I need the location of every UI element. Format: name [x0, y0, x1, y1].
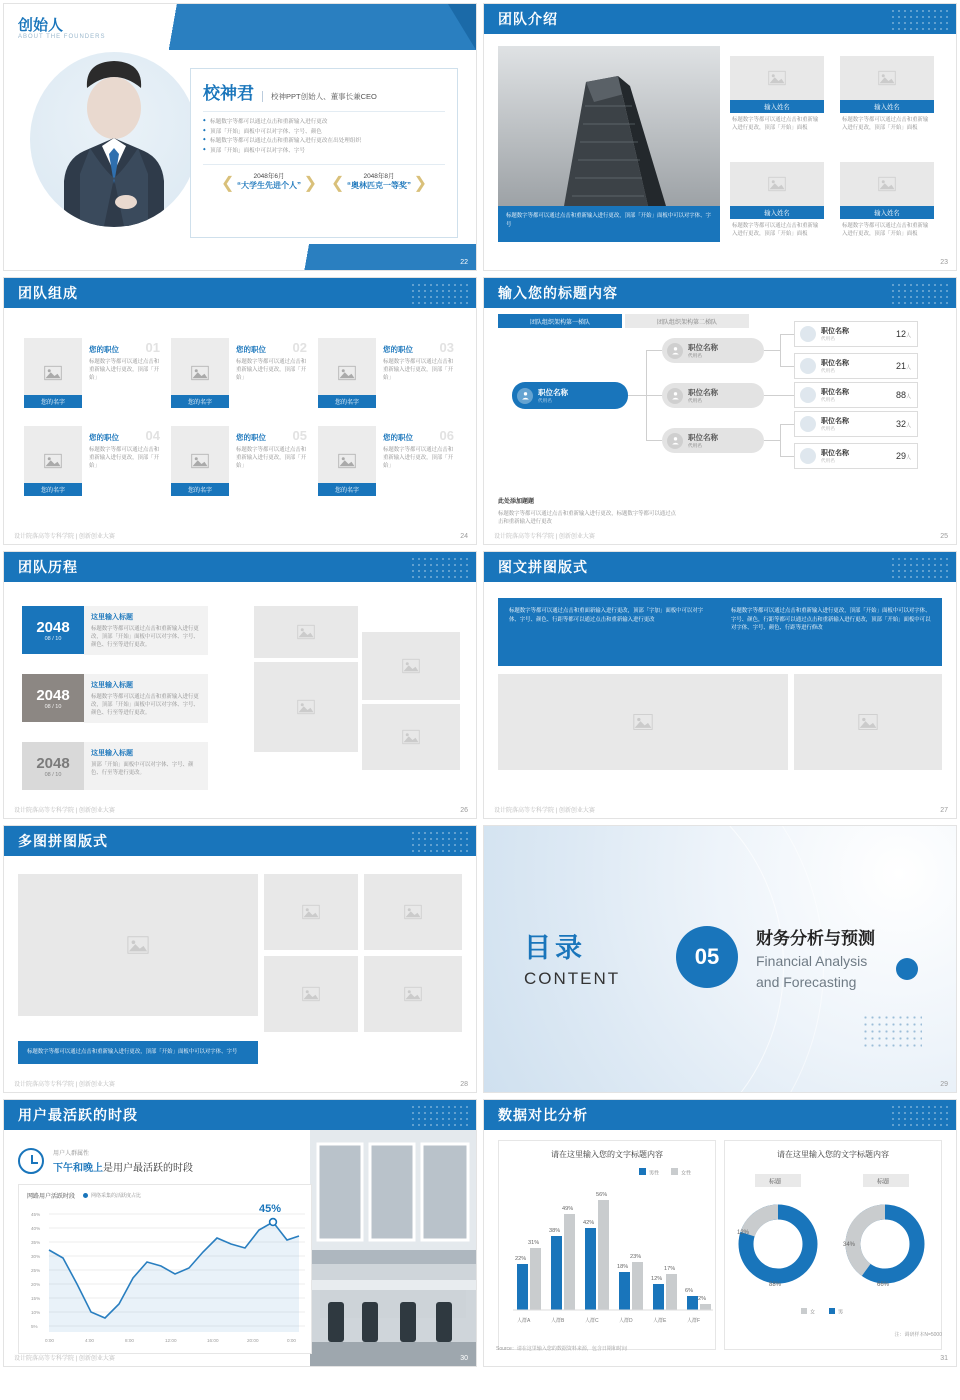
timeline-year: 2048 — [36, 686, 70, 704]
photo-placeholder — [254, 662, 358, 752]
page-title: 团队组成 — [18, 285, 78, 301]
office-photo — [310, 1130, 476, 1367]
slide-data-comparison — [483, 1099, 957, 1367]
timeline-desc: 顶部「开始」面板中可以对字体、字号、颜色、行至等进行更改。 — [91, 762, 194, 777]
member-position: 您的职位 — [383, 345, 413, 354]
photo-placeholder — [264, 956, 358, 1032]
org-note — [498, 490, 678, 526]
timeline-day: 08 / 10 — [44, 635, 62, 642]
svg-text:8:00: 8:00 — [125, 1338, 134, 1343]
content-label — [524, 926, 620, 989]
slide-header — [4, 552, 476, 582]
timeline-head: 这里输入标题 — [91, 682, 133, 689]
svg-text:12%: 12% — [651, 1276, 663, 1282]
page-title: 图文拼图版式 — [498, 559, 588, 575]
cell-number: 03 — [439, 340, 454, 355]
member-photo — [840, 56, 934, 100]
leaf-sub: 代用名 — [821, 397, 835, 402]
slide-footer: 设计院落高等专科学院 | 创新创业大赛 — [14, 1356, 115, 1362]
member-desc: 标题数字等都可以通过点击和重新输入进行更改，顶部「开始」 — [383, 447, 454, 470]
photo-placeholder — [362, 704, 460, 770]
member-name[interactable]: 您的名字 — [318, 483, 376, 496]
timeline-text — [84, 674, 208, 723]
member-name[interactable]: 您的名字 — [24, 483, 82, 496]
page-subtitle: ABOUT THE FOUNDERS — [18, 34, 106, 40]
slide-active-hours — [3, 1099, 477, 1367]
page-number: 26 — [460, 807, 468, 814]
member-card — [730, 162, 824, 238]
node-sub: 代用名 — [688, 443, 702, 448]
svg-text:42%: 42% — [583, 1220, 595, 1226]
hero-photo — [498, 46, 720, 206]
timeline-day: 08 / 10 — [44, 771, 62, 778]
member-desc: 标题数字等都可以通过点击和重新输入进行更改，顶部「开始」 — [236, 359, 307, 382]
svg-text:0:00: 0:00 — [45, 1338, 54, 1343]
member-name[interactable]: 您的名字 — [171, 483, 229, 496]
member-photo — [730, 162, 824, 206]
founder-bullets — [191, 118, 457, 156]
award-item — [331, 171, 427, 191]
highlight-bar — [18, 1144, 312, 1178]
timeline-desc: 标题数字等都可以通过点击和重新输入进行更改，顶部「开始」面板中可以对字体、字号、颜色、行至等进行更改。 — [91, 626, 199, 649]
svg-text:40%: 40% — [31, 1226, 41, 1231]
source-note: Source：请在这里输入您的数据资料来源，包含日期和时间 — [496, 1346, 627, 1352]
dot-pattern — [410, 282, 470, 304]
timeline-year: 2048 — [36, 754, 70, 772]
person-icon — [667, 388, 683, 404]
leaf-count: 21人 — [895, 361, 911, 371]
chart-title-right: 请在这里输入您的文字标题内容 — [777, 1150, 889, 1159]
member-photo — [171, 338, 229, 408]
svg-text:人群D: 人群D — [619, 1318, 633, 1324]
org-node-mid[interactable] — [662, 383, 764, 408]
svg-text:88%: 88% — [769, 1282, 782, 1288]
member-cell — [318, 338, 458, 408]
member-position: 您的职位 — [89, 433, 119, 442]
slide-header — [484, 4, 956, 34]
dot-pattern — [890, 556, 950, 578]
member-cell — [24, 338, 164, 408]
slide-header — [4, 1100, 476, 1130]
tab-bar — [498, 314, 749, 328]
svg-text:0:00: 0:00 — [287, 1338, 296, 1343]
member-position: 您的职位 — [236, 433, 266, 442]
svg-text:16:00: 16:00 — [207, 1338, 219, 1343]
svg-text:10%: 10% — [31, 1310, 41, 1315]
connector — [780, 334, 794, 335]
member-photo — [730, 56, 824, 100]
member-cell — [171, 338, 311, 408]
sample-note: 注：调研样本N=5000 — [894, 1332, 942, 1338]
photo-placeholder — [498, 674, 788, 770]
person-icon — [800, 416, 816, 432]
donut-chart-panel — [724, 1140, 942, 1350]
list-item: ◆ 标题数字等都可以通过点击和重新输入进行更改 — [203, 118, 445, 128]
laurel-right-icon: ❯ — [303, 175, 317, 192]
chart-legend: 网络采集的活跃度占比 — [91, 1193, 142, 1199]
person-icon — [800, 387, 816, 403]
cell-number: 02 — [292, 340, 307, 355]
section-number: 05 — [676, 926, 738, 988]
timeline-item — [22, 742, 208, 790]
member-name[interactable]: 您的名字 — [24, 395, 82, 408]
person-icon — [800, 358, 816, 374]
slide-section-divider — [483, 825, 957, 1093]
leaf-sub: 代用名 — [821, 336, 835, 341]
timeline-day: 08 / 10 — [44, 703, 62, 710]
svg-text:标题: 标题 — [769, 1179, 782, 1186]
node-title: 职位名称 — [688, 433, 718, 442]
dot-pattern — [890, 282, 950, 304]
caption-banner — [18, 1041, 258, 1064]
dot-pattern — [890, 1104, 950, 1126]
section-title-zh: 财务分析与预测 — [756, 929, 875, 948]
timeline-head: 这里输入标题 — [91, 750, 133, 757]
svg-text:35%: 35% — [31, 1240, 41, 1245]
cell-number: 01 — [145, 340, 160, 355]
page-number: 24 — [460, 533, 468, 540]
content-label-en: CONTENT — [524, 969, 621, 988]
svg-text:23%: 23% — [630, 1254, 642, 1260]
timeline-head: 这里输入标题 — [91, 614, 133, 621]
decor-dot — [896, 958, 918, 980]
corner-accent — [448, 4, 476, 50]
svg-text:人群E: 人群E — [653, 1318, 667, 1324]
member-photo — [318, 426, 376, 496]
chart-title: 网路用户活跃时段 — [27, 1194, 76, 1200]
org-leaf[interactable] — [794, 321, 918, 347]
photo-placeholder — [254, 606, 358, 658]
slide-header — [484, 552, 956, 582]
slide-team-composition — [3, 277, 477, 545]
connector — [780, 424, 794, 425]
laurel-left-icon: ❮ — [221, 175, 235, 192]
slide-header — [4, 278, 476, 308]
person-icon — [800, 326, 816, 342]
cell-number: 04 — [145, 428, 160, 443]
connector — [764, 395, 794, 396]
chart-title-left: 请在这里输入您的文字标题内容 — [551, 1150, 663, 1159]
page-number: 31 — [940, 1355, 948, 1362]
leaf-sub: 代用名 — [821, 458, 835, 463]
slide-footer: 设计院落高等专科学院 | 创新创业大赛 — [14, 1082, 115, 1088]
connector — [646, 395, 662, 396]
dot-pattern — [890, 8, 950, 30]
page-number: 29 — [940, 1081, 948, 1088]
node-sub: 代用名 — [688, 398, 702, 403]
highlight-sub: 用户人群属性 — [53, 1151, 90, 1157]
page-title: 创始人 — [18, 17, 64, 34]
tab-first-tier[interactable]: 团队组织架构第一梯队 — [498, 314, 622, 328]
connector — [646, 440, 662, 441]
org-leaf[interactable] — [794, 353, 918, 379]
dot-pattern — [862, 1014, 922, 1048]
slide-image-text-layout — [483, 551, 957, 819]
banner-text-right: 标题数字等都可以通过点击和重新输入进行更改，顶部「开始」面板中可以对字体、字号、颜色，行距等都可以通过点击和重新输入进行更改，顶部「开始」面板中可以对字体、字号、颜色、行距等进行修改 — [731, 608, 931, 632]
member-cell — [24, 426, 164, 496]
svg-text:31%: 31% — [528, 1240, 540, 1246]
svg-text:2%: 2% — [698, 1296, 707, 1302]
leaf-sub: 代用名 — [821, 368, 835, 373]
dot-pattern — [410, 830, 470, 852]
timeline-item — [22, 606, 208, 655]
leaf-count: 88人 — [895, 390, 911, 400]
leaf-count: 32人 — [895, 419, 911, 429]
connector — [780, 456, 794, 457]
caption-text: 标题数字等都可以通过点击和重新输入进行更改，顶部「开始」面板中可以对字体、字号 — [27, 1049, 238, 1056]
timeline-date — [22, 674, 84, 722]
connector — [780, 334, 781, 366]
member-photo — [24, 338, 82, 408]
photo-placeholder — [364, 956, 462, 1032]
text-banner — [498, 598, 942, 666]
svg-text:15%: 15% — [31, 1296, 41, 1301]
svg-text:人群A: 人群A — [517, 1318, 531, 1324]
laurel-right-icon: ❯ — [413, 175, 427, 192]
section-title-block — [756, 924, 875, 991]
member-cell — [318, 426, 458, 496]
member-desc: 标题数字等都可以通过点击和重新输入进行更改，顶部「开始」面板 — [732, 117, 819, 132]
dot-pattern — [410, 556, 470, 578]
svg-text:男性: 男性 — [649, 1170, 660, 1177]
leaf-title: 职位名称 — [821, 328, 849, 335]
leaf-count: 12人 — [895, 329, 911, 339]
svg-text:25%: 25% — [31, 1268, 41, 1273]
peak-label: 45% — [259, 1203, 282, 1215]
award-year: 2048年6月 — [253, 173, 285, 180]
slide-footer: 设计院落高等专科学院 | 创新创业大赛 — [494, 534, 595, 540]
photo-placeholder — [364, 874, 462, 950]
bar-chart-panel — [498, 1140, 716, 1350]
member-name[interactable]: 您的名字 — [171, 395, 229, 408]
svg-text:5%: 5% — [31, 1324, 38, 1329]
member-name: 输入姓名 — [730, 100, 824, 113]
slide-header — [484, 278, 956, 308]
member-card — [730, 56, 824, 132]
clock-icon — [18, 1148, 44, 1174]
photo-placeholder — [362, 632, 460, 700]
svg-text:20:00: 20:00 — [247, 1338, 259, 1343]
highlight-main-emph: 下午和晚上 — [53, 1163, 103, 1174]
founder-name: 校神君 — [203, 84, 254, 103]
svg-text:49%: 49% — [562, 1206, 574, 1212]
page-number: 30 — [460, 1355, 468, 1362]
caption-text: 标题数字等都可以通过点击和重新输入进行更改，顶部「开始」面板中可以对字体、字号 — [506, 213, 711, 228]
person-icon — [667, 433, 683, 449]
node-title: 职位名称 — [538, 388, 568, 397]
awards-row — [191, 171, 457, 191]
svg-text:12:00: 12:00 — [165, 1338, 177, 1343]
node-sub: 代用名 — [688, 353, 702, 358]
member-position: 您的职位 — [89, 345, 119, 354]
svg-text:66%: 66% — [877, 1282, 890, 1288]
timeline-date — [22, 606, 84, 654]
list-item: ◆ 顶部「开始」面板中可以对字体、字号 — [203, 147, 445, 157]
page-number: 22 — [460, 259, 468, 266]
org-node-mid[interactable] — [662, 338, 764, 363]
slide-multi-image-layout — [3, 825, 477, 1093]
cell-number: 06 — [439, 428, 454, 443]
member-name: 输入姓名 — [840, 206, 934, 219]
page-title: 团队历程 — [18, 559, 78, 575]
member-position: 您的职位 — [383, 433, 413, 442]
svg-text:22%: 22% — [515, 1256, 527, 1262]
page-title: 用户最活跃的时段 — [18, 1107, 138, 1123]
node-title: 职位名称 — [688, 388, 718, 397]
org-node-root[interactable] — [512, 382, 628, 409]
dot-pattern — [410, 1104, 470, 1126]
leaf-title: 职位名称 — [821, 360, 849, 367]
org-leaf[interactable] — [794, 382, 918, 408]
member-name[interactable]: 您的名字 — [318, 395, 376, 408]
leaf-title: 职位名称 — [821, 450, 849, 457]
member-desc: 标题数字等都可以通过点击和重新输入进行更改，顶部「开始」 — [236, 447, 307, 470]
page-title: 输入您的标题内容 — [498, 285, 618, 301]
section-title-en-line1: Financial Analysis — [756, 953, 868, 969]
slide-header — [4, 826, 476, 856]
connector — [764, 440, 780, 441]
member-desc: 标题数字等都可以通过点击和重新输入进行更改，顶部「开始」 — [89, 447, 160, 470]
page-title: 数据对比分析 — [498, 1107, 588, 1123]
section-title-en-line2: and Forecasting — [756, 974, 857, 991]
org-leaf[interactable] — [794, 411, 918, 437]
leaf-count: 29人 — [895, 451, 911, 461]
svg-text:18%: 18% — [617, 1264, 629, 1270]
member-desc: 标题数字等都可以通过点击和重新输入进行更改，顶部「开始」 — [383, 359, 454, 382]
founder-role: 校神PPT创始人、董事长兼CEO — [262, 91, 377, 102]
hero-caption — [498, 206, 720, 242]
person-icon — [667, 343, 683, 359]
member-position: 您的职位 — [236, 345, 266, 354]
timeline-text — [84, 742, 208, 790]
page-number: 27 — [940, 807, 948, 814]
slide-founder — [3, 3, 477, 271]
page-title: 多图拼图版式 — [18, 833, 108, 849]
slide-team-timeline — [3, 551, 477, 819]
member-name: 输入姓名 — [840, 100, 934, 113]
founder-avatar — [30, 52, 198, 227]
activity-chart — [18, 1184, 312, 1354]
timeline-text — [84, 606, 208, 655]
svg-text:34%: 34% — [843, 1242, 856, 1248]
svg-text:4:00: 4:00 — [85, 1338, 94, 1343]
svg-text:45%: 45% — [31, 1212, 41, 1217]
svg-text:人群F: 人群F — [687, 1318, 701, 1324]
member-photo — [318, 338, 376, 408]
leaf-sub: 代用名 — [821, 426, 835, 431]
member-name: 输入姓名 — [730, 206, 824, 219]
connector — [780, 424, 781, 456]
slide-footer: 设计院落高等专科学院 | 创新创业大赛 — [14, 534, 115, 540]
connector — [764, 350, 780, 351]
member-card — [840, 162, 934, 238]
slide-header — [484, 1100, 956, 1130]
member-card — [840, 56, 934, 132]
svg-text:女性: 女性 — [681, 1170, 692, 1177]
svg-text:17%: 17% — [664, 1266, 676, 1272]
slide-team-intro — [483, 3, 957, 271]
org-leaf[interactable] — [794, 443, 918, 469]
page-title: 团队介绍 — [498, 11, 558, 27]
connector — [780, 366, 794, 367]
photo-placeholder — [264, 874, 358, 950]
connector — [646, 350, 662, 351]
slide-footer: 设计院落高等专科学院 | 创新创业大赛 — [14, 808, 115, 814]
slide-footer: 设计院落高等专科学院 | 创新创业大赛 — [494, 808, 595, 814]
timeline-year: 2048 — [36, 618, 70, 636]
banner-text-left: 标题数字等都可以通过点击和重面新输入进行更改，顶部「字加」面板中可以对字体、字号、颜色、行距等都可以通过点击和重新输入进行更改 — [509, 608, 704, 623]
list-item: ◆ 标题数字等都可以通过点击和重新输入进行更改在出处理组织 — [203, 137, 445, 147]
award-title: “大学生先进个人” — [237, 181, 301, 190]
svg-text:男: 男 — [838, 1309, 844, 1316]
member-photo — [171, 426, 229, 496]
founder-card — [190, 68, 458, 238]
svg-text:女: 女 — [810, 1309, 816, 1316]
laurel-left-icon: ❮ — [331, 175, 345, 192]
page-number: 28 — [460, 1081, 468, 1088]
svg-text:6%: 6% — [685, 1288, 694, 1294]
svg-text:人群B: 人群B — [551, 1318, 565, 1324]
svg-text:12%: 12% — [737, 1230, 750, 1236]
bottom-band — [4, 244, 476, 270]
award-year: 2048年8月 — [363, 173, 395, 180]
node-sub: 代用名 — [538, 398, 552, 403]
person-icon — [517, 388, 533, 404]
page-number: 25 — [940, 533, 948, 540]
svg-text:30%: 30% — [31, 1254, 41, 1259]
member-photo — [24, 426, 82, 496]
cell-number: 05 — [292, 428, 307, 443]
award-item — [221, 171, 317, 191]
note-title: 此处添加题题 — [498, 499, 535, 505]
member-desc: 标题数字等都可以通过点击和重新输入进行更改，顶部「开始」面板 — [842, 223, 929, 238]
photo-placeholder — [794, 674, 942, 770]
member-cell — [171, 426, 311, 496]
node-title: 职位名称 — [688, 343, 718, 352]
timeline-item — [22, 674, 208, 723]
leaf-title: 职位名称 — [821, 389, 849, 396]
member-photo — [840, 162, 934, 206]
highlight-main-rest: 是用户最活跃的时段 — [103, 1163, 193, 1174]
award-title: “奥林匹克一等奖” — [347, 181, 411, 190]
connector — [628, 395, 646, 396]
svg-text:20%: 20% — [31, 1282, 41, 1287]
content-label-zh: 目录 — [524, 933, 586, 963]
timeline-date — [22, 742, 84, 790]
legend-swatch — [83, 1193, 88, 1198]
member-desc: 标题数字等都可以通过点击和重新输入进行更改，顶部「开始」 — [89, 359, 160, 382]
slide-org-chart — [483, 277, 957, 545]
svg-text:56%: 56% — [596, 1192, 608, 1198]
page-number: 23 — [940, 259, 948, 266]
member-desc: 标题数字等都可以通过点击和重新输入进行更改，顶部「开始」面板 — [842, 117, 929, 132]
photo-placeholder-main — [18, 874, 258, 1016]
svg-text:38%: 38% — [549, 1228, 561, 1234]
org-node-mid[interactable] — [662, 428, 764, 453]
svg-text:人群C: 人群C — [585, 1318, 599, 1324]
svg-text:标题: 标题 — [877, 1179, 890, 1186]
member-desc: 标题数字等都可以通过点击和重新输入进行更改，顶部「开始」面板 — [732, 223, 819, 238]
leaf-title: 职位名称 — [821, 418, 849, 425]
list-item: ◆ 顶部「开始」面板中可以对字体、字号、颜色 — [203, 128, 445, 138]
note-desc: 标题数字等都可以通过点击和重新输入进行更改，标题数字等都可以通过点击和重新输入进行更改 — [498, 511, 676, 526]
top-band — [4, 4, 476, 50]
timeline-desc: 标题数字等都可以通过点击和重新输入进行更改，顶部「开始」面板中可以对字体、字号、颜色、行至等进行更改。 — [91, 694, 199, 717]
tab-second-tier[interactable]: 团队组织架构第二梯队 — [625, 314, 749, 328]
person-icon — [800, 448, 816, 464]
